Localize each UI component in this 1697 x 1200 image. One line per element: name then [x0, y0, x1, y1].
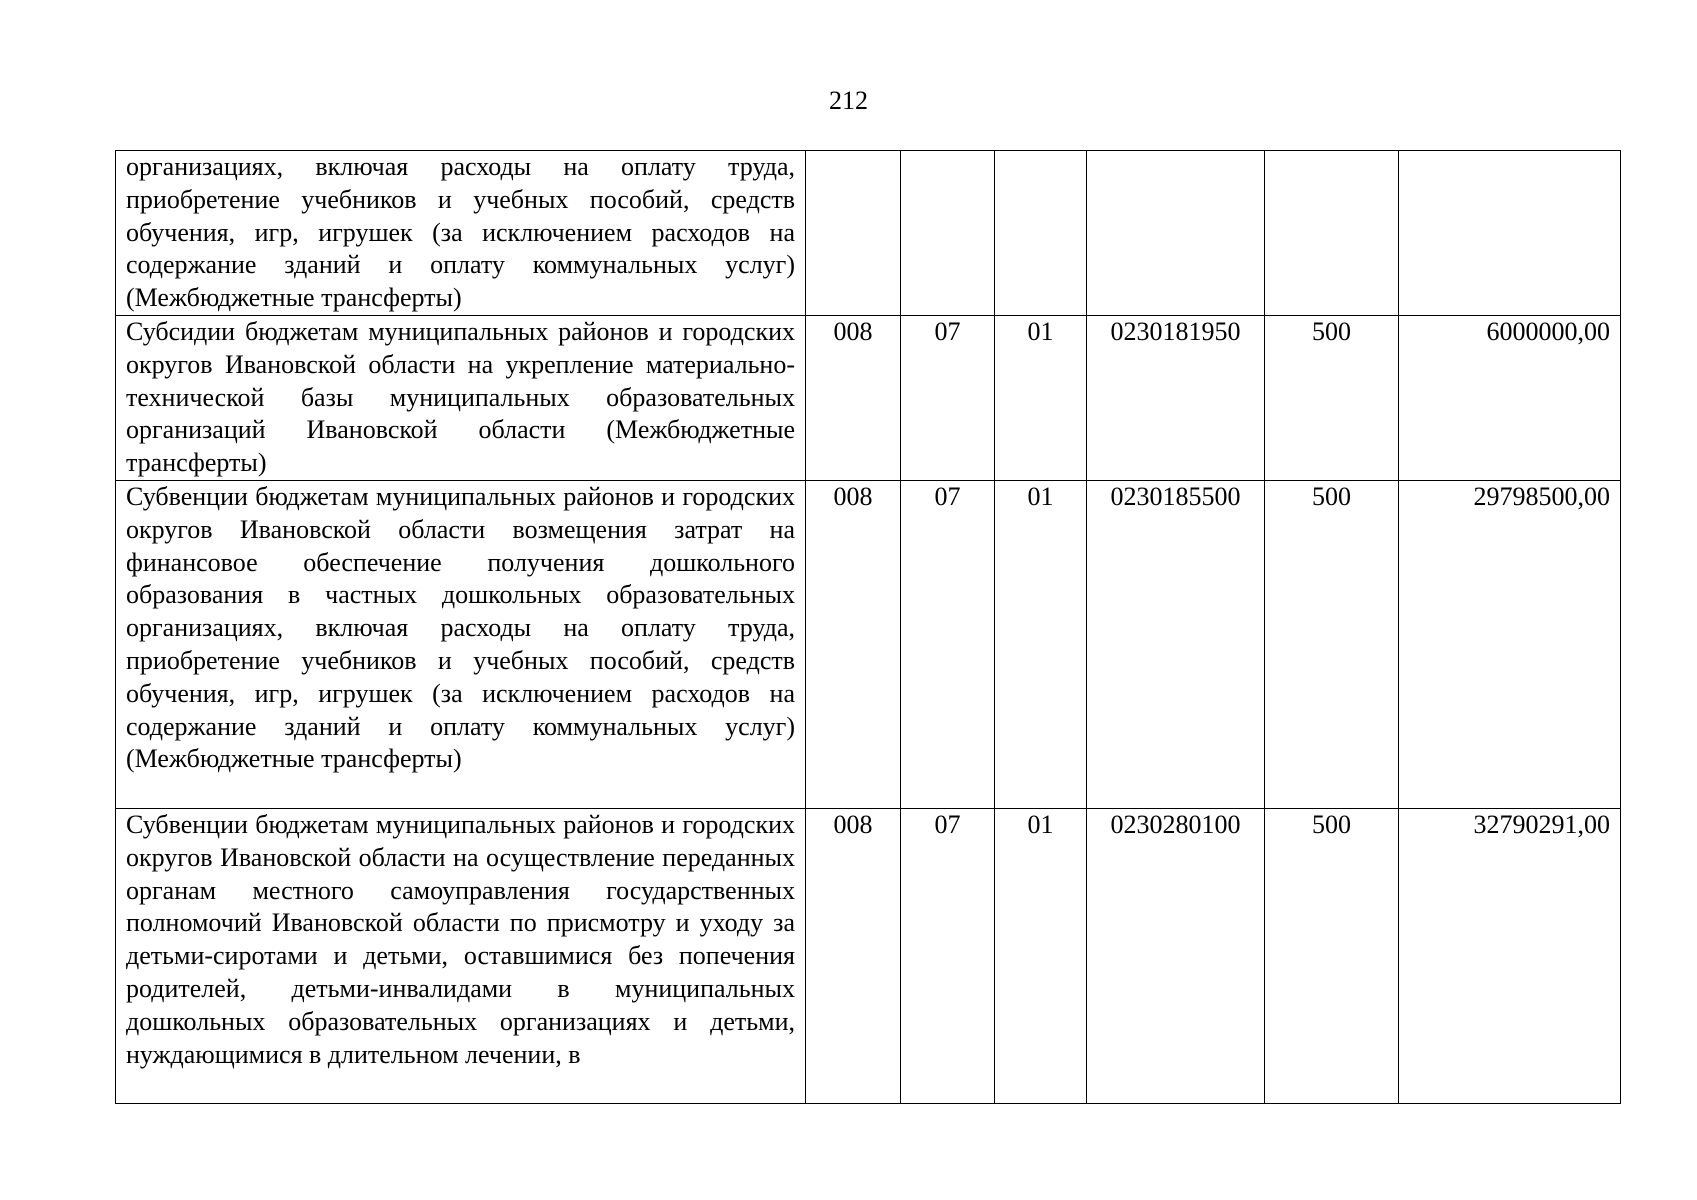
row-subsection-code: 01	[995, 481, 1087, 809]
table-row	[116, 151, 1621, 316]
row-subsection-code	[995, 151, 1087, 316]
row-expense-type: 500	[1265, 316, 1399, 481]
row-amount	[1399, 151, 1621, 316]
row-section-code: 07	[901, 809, 995, 1104]
row-ministry-code: 008	[806, 316, 901, 481]
row-amount: 6000000,00	[1399, 316, 1621, 481]
row-subsection-code: 01	[995, 809, 1087, 1104]
table-row	[116, 481, 1621, 809]
row-section-code	[901, 151, 995, 316]
table-row	[116, 316, 1621, 481]
row-ministry-code: 008	[806, 809, 901, 1104]
row-target-article	[1087, 151, 1265, 316]
page-number: 212	[829, 86, 868, 115]
row-section-code: 07	[901, 481, 995, 809]
row-description: организациях, включая расходы на оплату труда, приобретение учебников и учебных пособий, средств обучения, игр, игрушек (за исключением расходов на содержание зданий и оплату коммунальных услуг) (Межбюджетные трансферты)	[116, 151, 806, 316]
row-description: Субвенции бюджетам муниципальных районов и городских округов Ивановской области на осуществление переданных органам местного самоуправления государственных полномочий Ивановской области по присмотру и уходу за детьми-сиротами и детьми, оставшимися без попечения родителей, детьми-инвалидами в муниципальных дошкольных образовательных организациях и детьми, нуждающимися в длительном лечении, в	[116, 809, 806, 1104]
row-description: Субсидии бюджетам муниципальных районов и городских округов Ивановской области на укрепление материально-технической базы муниципальных образовательных организаций Ивановской области (Межбюджетные трансферты)	[116, 316, 806, 481]
row-expense-type: 500	[1265, 481, 1399, 809]
row-section-code: 07	[901, 316, 995, 481]
row-expense-type	[1265, 151, 1399, 316]
row-subsection-code: 01	[995, 316, 1087, 481]
row-target-article: 0230185500	[1087, 481, 1265, 809]
row-description: Субвенции бюджетам муниципальных районов и городских округов Ивановской области возмещения затрат на финансовое обеспечение получения дошкольного образования в частных дошкольных образовательных организациях, включая расходы на оплату труда, приобретение учебников и учебных пособий, средств обучения, игр, игрушек (за исключением расходов на содержание зданий и оплату коммунальных услуг) (Межбюджетные трансферты)	[116, 481, 806, 809]
row-amount: 29798500,00	[1399, 481, 1621, 809]
row-ministry-code	[806, 151, 901, 316]
row-target-article: 0230181950	[1087, 316, 1265, 481]
table-row	[116, 809, 1621, 1104]
row-expense-type: 500	[1265, 809, 1399, 1104]
budget-table	[115, 150, 1621, 1104]
row-amount: 32790291,00	[1399, 809, 1621, 1104]
row-ministry-code: 008	[806, 481, 901, 809]
row-target-article: 0230280100	[1087, 809, 1265, 1104]
